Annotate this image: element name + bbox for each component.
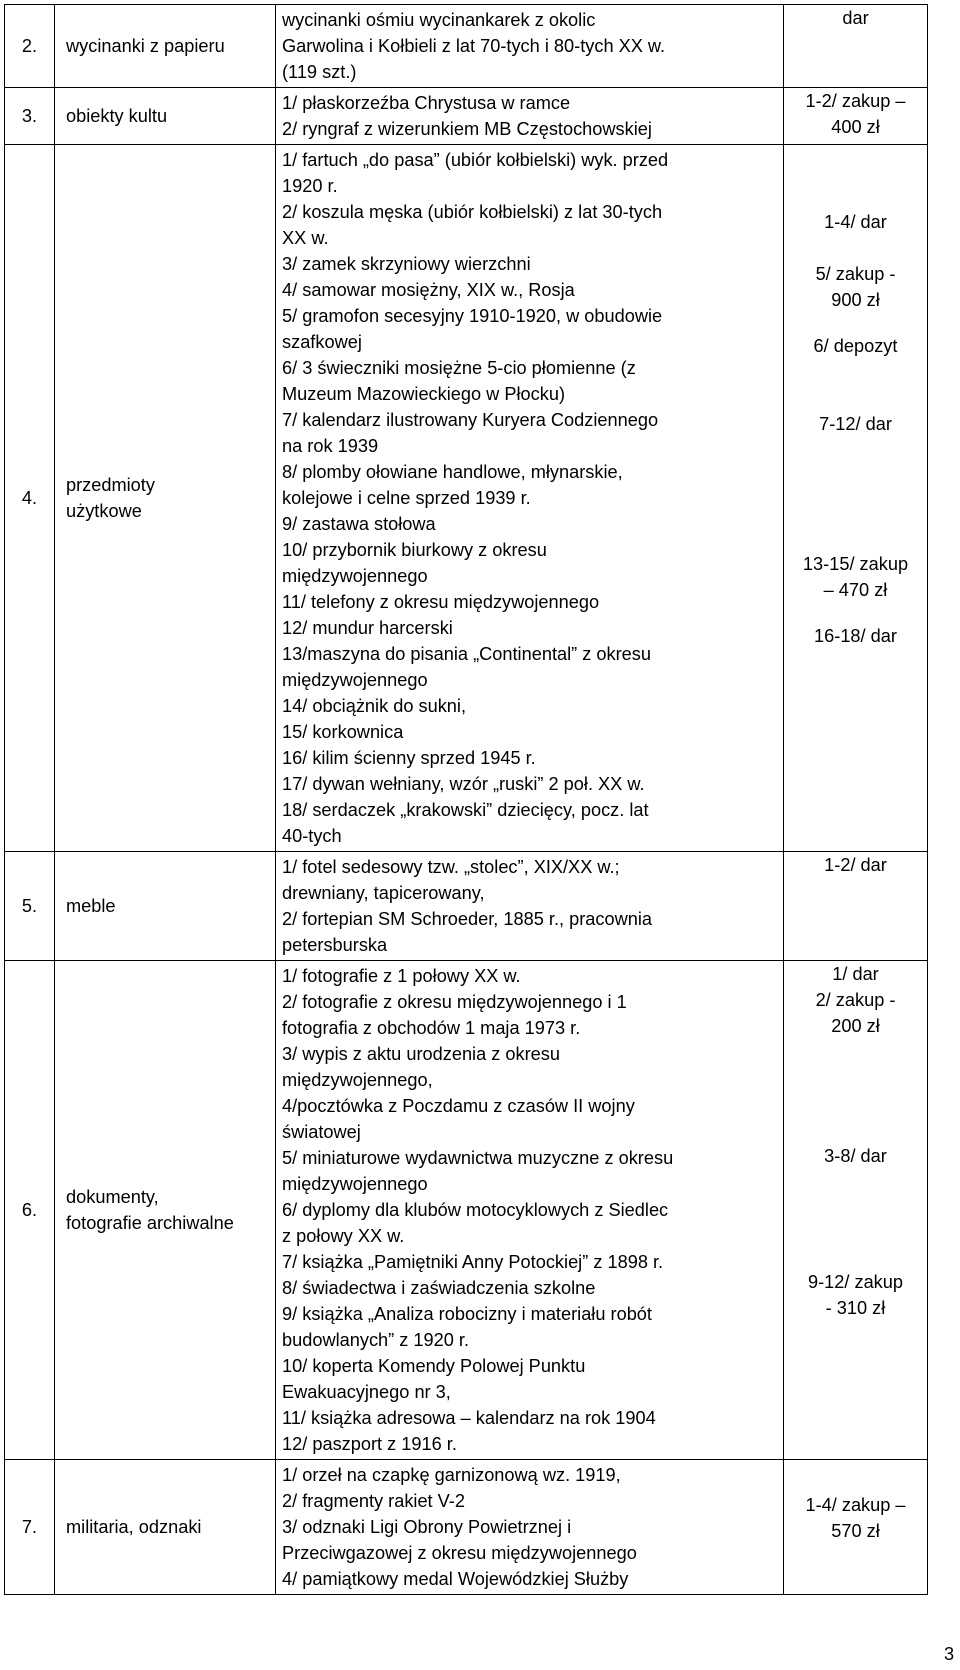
item-line: międzywojennego — [282, 670, 428, 690]
item-line: z połowy XX w. — [282, 1226, 405, 1246]
spacer — [784, 1460, 927, 1492]
row-number: 5. — [5, 852, 55, 961]
item-line: drewniany, tapicerowany, — [282, 883, 485, 903]
item-line: 2/ fortepian SM Schroeder, 1885 r., pracownia — [282, 909, 653, 929]
item-line: 3/ odznaki Ligi Obrony Powietrznej i — [282, 1517, 572, 1537]
item-line: 4/ pamiątkowy medal Wojewódzkiej Służby — [282, 1569, 629, 1589]
spacer — [784, 1039, 927, 1143]
category-line: fotografie archiwalne — [66, 1213, 234, 1233]
item-line: międzywojennego — [282, 566, 428, 586]
row-number: 3. — [5, 88, 55, 145]
acquisition-note: 9-12/ zakup — [807, 1272, 904, 1292]
row-items — [276, 961, 784, 1460]
row-acquisition — [784, 145, 928, 852]
item-line: 2/ koszula męska (ubiór kołbielski) z lat 30-tych — [282, 202, 663, 222]
item-line: 17/ dywan wełniany, wzór „ruski” 2 poł. XX w. — [282, 774, 645, 794]
spacer — [784, 313, 927, 333]
item-line: budowlanych” z 1920 r. — [282, 1330, 470, 1350]
item-line: 3/ zamek skrzyniowy wierzchni — [282, 254, 531, 274]
item-line: (119 szt.) — [282, 62, 357, 82]
acquisition-note: 1-4/ zakup – — [805, 1495, 906, 1515]
table-row — [5, 88, 928, 145]
row-items — [276, 5, 784, 88]
table-row — [5, 961, 928, 1460]
item-line: 12/ paszport z 1916 r. — [282, 1434, 457, 1454]
item-line: 1920 r. — [282, 176, 338, 196]
item-line: 2/ fotografie z okresu międzywojennego i 1 — [282, 992, 627, 1012]
item-line: 1/ fotografie z 1 połowy XX w. — [282, 966, 521, 986]
item-line: 16/ kilim ścienny sprzed 1945 r. — [282, 748, 536, 768]
item-line: 9/ książka „Analiza robocizny i materiału robót — [282, 1304, 652, 1324]
item-line: 1/ płaskorzeźba Chrystusa w ramce — [282, 93, 571, 113]
item-line: 11/ telefony z okresu międzywojennego — [282, 592, 600, 612]
item-line: 40-tych — [282, 826, 342, 846]
row-number: 4. — [5, 145, 55, 852]
acquisition-note: 1-2/ zakup – — [805, 91, 906, 111]
item-line: Garwolina i Kołbieli z lat 70-tych i 80-tych XX w. — [282, 36, 666, 56]
acquisition-note: 900 zł — [831, 290, 880, 310]
acquisition-note: 1/ dar — [832, 964, 879, 984]
item-line: szafkowej — [282, 332, 362, 352]
row-items — [276, 145, 784, 852]
page-number: 3 — [944, 1644, 955, 1664]
acquisition-note: 5/ zakup - — [815, 264, 896, 284]
item-line: 7/ książka „Pamiętniki Anny Potockiej” z 1898 r. — [282, 1252, 664, 1272]
row-items — [276, 88, 784, 145]
item-line: kolejowe i celne sprzed 1939 r. — [282, 488, 531, 508]
table-row — [5, 5, 928, 88]
acquisition-note: 570 zł — [831, 1521, 880, 1541]
acquisition-note: 7-12/ dar — [819, 414, 892, 434]
acquisition-note: 3-8/ dar — [824, 1146, 887, 1166]
item-line: 18/ serdaczek „krakowski” dziecięcy, pocz. lat — [282, 800, 649, 820]
item-line: na rok 1939 — [282, 436, 379, 456]
table-row — [5, 145, 928, 852]
row-items — [276, 852, 784, 961]
item-line: 4/pocztówka z Poczdamu z czasów II wojny — [282, 1096, 635, 1116]
table-row — [5, 852, 928, 961]
spacer — [784, 145, 927, 209]
row-category — [55, 145, 276, 852]
row-items — [276, 1460, 784, 1595]
row-acquisition — [784, 961, 928, 1460]
row-category: militaria, odznaki — [55, 1460, 276, 1595]
acquisition-note: 200 zł — [831, 1016, 880, 1036]
item-line: 5/ gramofon secesyjny 1910-1920, w obudowie — [282, 306, 663, 326]
row-number: 2. — [5, 5, 55, 88]
item-line: międzywojennego — [282, 1174, 428, 1194]
category-line: użytkowe — [66, 501, 142, 521]
row-number: 6. — [5, 961, 55, 1460]
spacer — [784, 235, 927, 261]
item-line: 1/ fartuch „do pasa” (ubiór kołbielski) wyk. przed — [282, 150, 669, 170]
item-line: petersburska — [282, 935, 388, 955]
item-line: 3/ wypis z aktu urodzenia z okresu — [282, 1044, 560, 1064]
acquisition-note: - 310 zł — [825, 1298, 886, 1318]
item-line: Muzeum Mazowieckiego w Płocku) — [282, 384, 566, 404]
item-line: Przeciwgazowej z okresu międzywojennego — [282, 1543, 637, 1563]
item-line: 7/ kalendarz ilustrowany Kuryera Codziennego — [282, 410, 659, 430]
acquisition-note: 6/ depozyt — [813, 336, 898, 356]
item-line: XX w. — [282, 228, 329, 248]
row-number: 7. — [5, 1460, 55, 1595]
item-line: 12/ mundur harcerski — [282, 618, 453, 638]
item-line: 2/ ryngraf z wizerunkiem MB Częstochowskiej — [282, 119, 652, 139]
item-line: 6/ dyplomy dla klubów motocyklowych z Siedlec — [282, 1200, 669, 1220]
acquisition-note: 16-18/ dar — [814, 626, 897, 646]
item-line: 2/ fragmenty rakiet V-2 — [282, 1491, 465, 1511]
spacer — [784, 437, 927, 551]
spacer — [784, 1169, 927, 1269]
item-line: 15/ korkownica — [282, 722, 404, 742]
item-line: 6/ 3 świeczniki mosiężne 5-cio płomienne (z — [282, 358, 636, 378]
item-line: 14/ obciążnik do sukni, — [282, 696, 467, 716]
acquisition-note: 400 zł — [831, 117, 880, 137]
item-line: 8/ świadectwa i zaświadczenia szkolne — [282, 1278, 596, 1298]
item-line: 1/ fotel sedesowy tzw. „stolec”, XIX/XX w.; — [282, 857, 620, 877]
row-category: obiekty kultu — [55, 88, 276, 145]
item-line: 8/ plomby ołowiane handlowe, młynarskie, — [282, 462, 623, 482]
row-acquisition — [784, 88, 928, 145]
item-line: 11/ książka adresowa – kalendarz na rok 1904 — [282, 1408, 656, 1428]
row-acquisition — [784, 1460, 928, 1595]
acquisition-note: – 470 zł — [823, 580, 888, 600]
item-line: 9/ zastawa stołowa — [282, 514, 436, 534]
item-line: międzywojennego, — [282, 1070, 433, 1090]
item-line: 13/maszyna do pisania „Continental” z okresu — [282, 644, 651, 664]
item-line: 1/ orzeł na czapkę garnizonową wz. 1919, — [282, 1465, 621, 1485]
acquisition-note: dar — [842, 8, 869, 28]
row-category: meble — [55, 852, 276, 961]
row-category — [55, 961, 276, 1460]
item-line: Ewakuacyjnego nr 3, — [282, 1382, 451, 1402]
item-line: 4/ samowar mosiężny, XIX w., Rosja — [282, 280, 575, 300]
collection-table — [4, 4, 928, 1595]
table-row — [5, 1460, 928, 1595]
item-line: fotografia z obchodów 1 maja 1973 r. — [282, 1018, 581, 1038]
item-line: światowej — [282, 1122, 361, 1142]
item-line: wycinanki ośmiu wycinankarek z okolic — [282, 10, 596, 30]
row-category: wycinanki z papieru — [55, 5, 276, 88]
row-acquisition — [784, 852, 928, 961]
spacer — [784, 359, 927, 411]
acquisition-note: 13-15/ zakup — [802, 554, 909, 574]
row-acquisition — [784, 5, 928, 88]
item-line: 10/ przybornik biurkowy z okresu — [282, 540, 547, 560]
item-line: 5/ miniaturowe wydawnictwa muzyczne z okresu — [282, 1148, 674, 1168]
category-line: dokumenty, — [66, 1187, 159, 1207]
item-line: 10/ koperta Komendy Polowej Punktu — [282, 1356, 586, 1376]
acquisition-note: 1-4/ dar — [824, 212, 887, 232]
acquisition-note: 1-2/ dar — [824, 855, 887, 875]
acquisition-note: 2/ zakup - — [815, 990, 896, 1010]
category-line: przedmioty — [66, 475, 155, 495]
spacer — [784, 603, 927, 623]
